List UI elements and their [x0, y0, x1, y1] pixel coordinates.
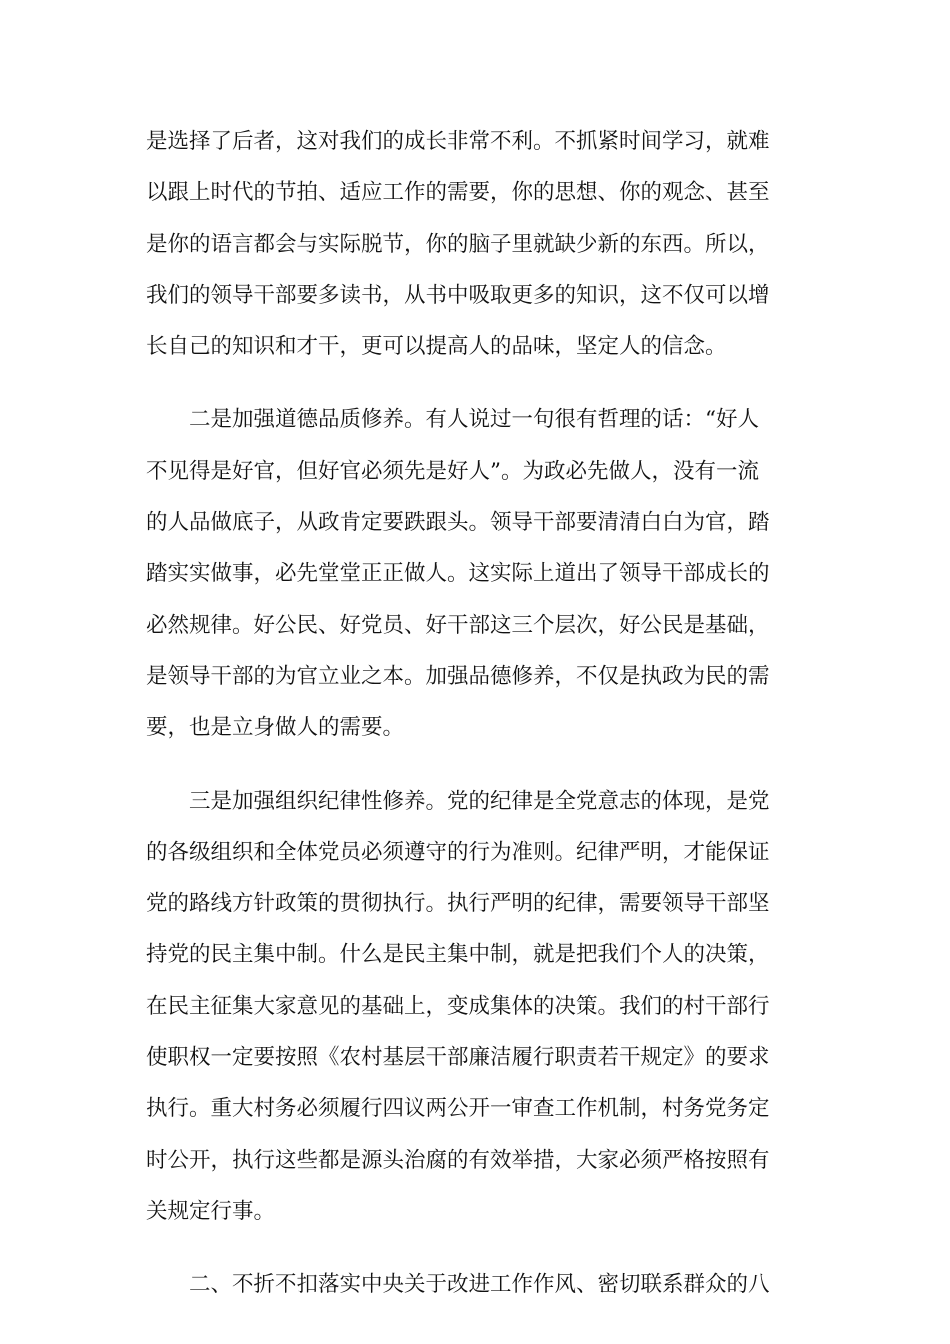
text-line: 长自己的知识和才干，更可以提高人的品味，坚定人的信念。 [146, 334, 727, 360]
text-line: 是领导干部的为官立业之本。加强品德修养，不仅是执政为民的需 [146, 663, 770, 689]
paragraph-spacer [146, 372, 806, 394]
text-line: 的人品做底子，从政肯定要跌跟头。领导干部要清清白白为官，踏 [146, 510, 770, 536]
text-line: 我们的领导干部要多读书，从书中吸取更多的知识，这不仅可以增 [146, 282, 770, 308]
text-line: 党的路线方针政策的贯彻执行。执行严明的纪律，需要领导干部坚 [146, 891, 770, 917]
document-body [146, 116, 806, 1311]
text-line: 三是加强组织纪律性修养。党的纪律是全党意志的体现，是党 [146, 788, 770, 814]
text-line: 是选择了后者，这对我们的成长非常不利。不抓紧时间学习，就难 [146, 129, 770, 154]
text-line: 二、不折不扣落实中央关于改进工作作风、密切联系群众的八 [146, 1272, 770, 1298]
paragraph [146, 1259, 806, 1310]
text-line: 的各级组织和全体党员必须遵守的行为准则。纪律严明，才能保证 [146, 839, 770, 865]
text-line: 执行。重大村务必须履行四议两公开一审查工作机制，村务党务定 [146, 1096, 770, 1122]
paragraph-spacer [146, 754, 806, 776]
paragraph [146, 776, 806, 1238]
text-line: 时公开，执行这些都是源头治腐的有效举措，大家必须严格按照有 [146, 1147, 770, 1173]
paragraph [146, 116, 806, 372]
text-line: 不见得是好官，但好官必须先是好人”。为政必先做人，没有一流 [146, 458, 759, 484]
text-line: 踏实实做事，必先堂堂正正做人。这实际上道出了领导干部成长的 [146, 561, 770, 587]
text-line: 使职权一定要按照《农村基层干部廉洁履行职责若干规定》的要求 [146, 1045, 770, 1071]
text-line: 要，也是立身做人的需要。 [146, 715, 405, 741]
text-line: 在民主征集大家意见的基础上，变成集体的决策。我们的村干部行 [146, 993, 770, 1019]
text-line: 关规定行事。 [146, 1198, 276, 1224]
text-line: 以跟上时代的节拍、适应工作的需要，你的思想、你的观念、甚至 [146, 180, 770, 206]
text-line: 持党的民主集中制。什么是民主集中制，就是把我们个人的决策， [146, 942, 770, 968]
paragraph [146, 394, 806, 753]
text-line: 二是加强道德品质修养。有人说过一句很有哲理的话：“好人 [146, 407, 759, 433]
paragraph-spacer [146, 1237, 806, 1259]
text-line: 必然规律。好公民、好党员、好干部这三个层次，好公民是基础， [146, 612, 770, 638]
text-line: 是你的语言都会与实际脱节，你的脑子里就缺少新的东西。所以， [146, 231, 770, 257]
